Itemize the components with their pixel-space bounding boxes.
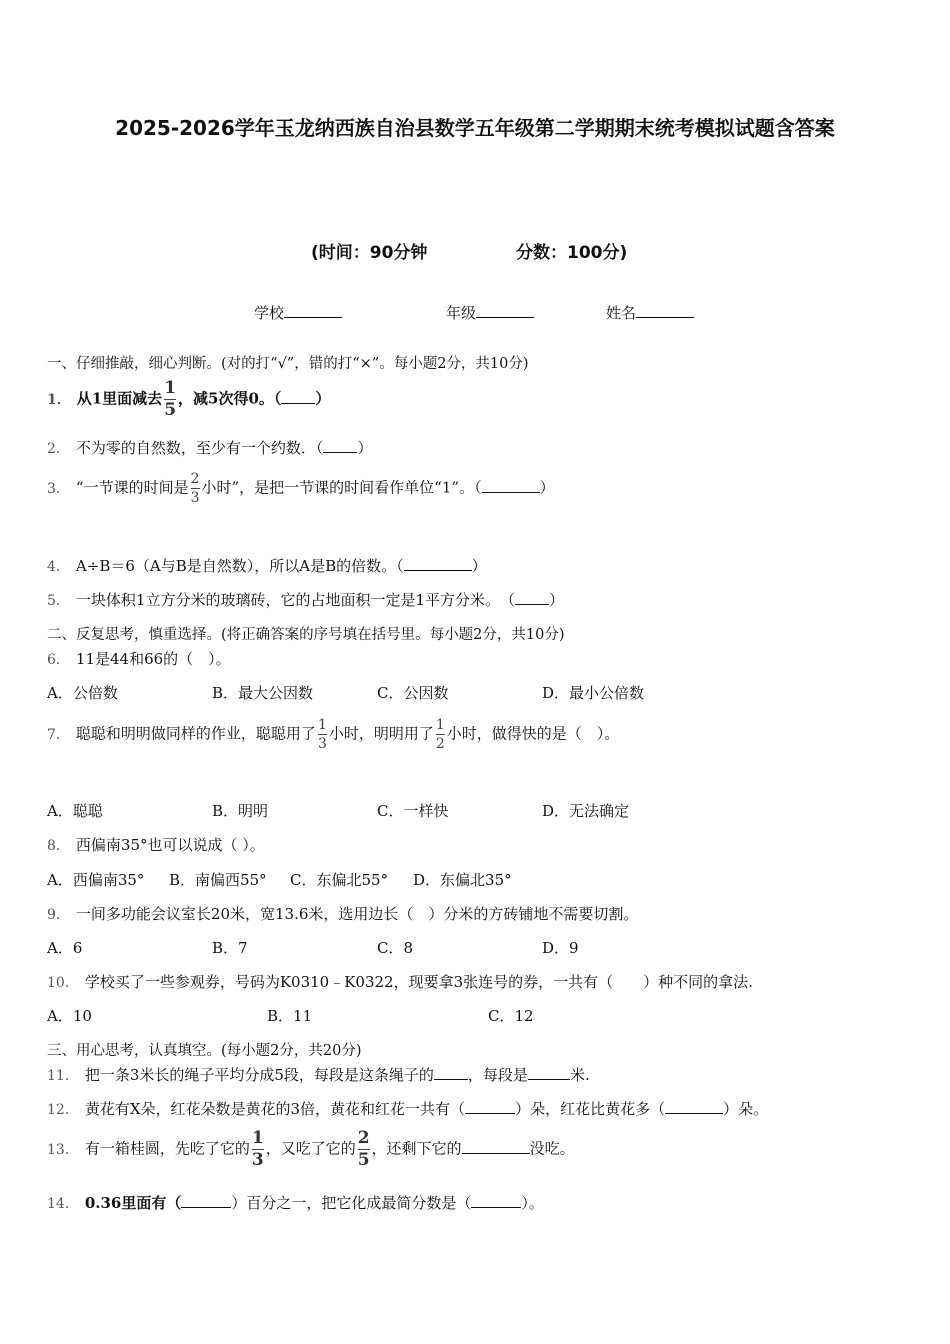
answer-blank — [404, 558, 472, 571]
answer-blank — [434, 1067, 468, 1080]
answer-blank — [482, 480, 540, 493]
question-14: 14． 0.36里面有（ ）百分之一，把它化成最简分数是（ ）。 — [47, 1194, 544, 1212]
option-c: C．公因数 — [377, 684, 449, 702]
option-b: B．最大公因数 — [212, 684, 314, 702]
question-4: 4． A÷B＝6（A与B是自然数），所以A是B的倍数。（ ） — [47, 557, 487, 575]
question-13: 13． 有一箱桂圆，先吃了它的 $\frac{1}{3}$ ，又吃了它的 $\frac{2}{5}$ ，还剩下它的 没吃。 — [47, 1128, 575, 1170]
answer-blank — [471, 1195, 521, 1208]
option-a: A．聪聪 — [47, 802, 103, 820]
option-d: D．最小公倍数 — [542, 684, 645, 702]
option-d: D．东偏北35° — [413, 871, 512, 889]
option-a: A．10 — [47, 1007, 92, 1025]
name-blank — [636, 305, 694, 318]
option-a: A．6 — [47, 939, 83, 957]
option-d: D．无法确定 — [542, 802, 630, 820]
grade-field: 年级 — [446, 302, 534, 323]
school-field: 学校 — [254, 302, 342, 323]
answer-blank — [181, 1195, 231, 1208]
fraction: $\frac{2}{5}$ — [357, 1128, 370, 1170]
question-9: 9． 一间多功能会议室长20米，宽13.6米，选用边长（ ）分米的方砖铺地不需要切割。 — [47, 905, 639, 923]
question-6: 6． 11是44和66的（ ）。 — [47, 650, 231, 668]
option-b: B．7 — [212, 939, 248, 957]
fraction: $\frac{1}{2}$ — [435, 717, 445, 752]
fraction: $\frac{2}{3}$ — [190, 471, 200, 506]
option-c: C．12 — [488, 1007, 534, 1025]
option-b: B．南偏西55° — [169, 871, 267, 889]
answer-blank — [515, 592, 549, 605]
answer-blank — [665, 1101, 723, 1114]
option-c: C．一样快 — [377, 802, 449, 820]
option-a: A．西偏南35° — [47, 871, 145, 889]
question-11: 11． 把一条3米长的绳子平均分成5段，每段是这条绳子的 ，每段是 米. — [47, 1066, 590, 1084]
question-7: 7． 聪聪和明明做同样的作业，聪聪用了 $\frac{1}{3}$ 小时，明明用了 $\frac{1}{2}$ 小时，做得快的是（ ）。 — [47, 717, 620, 752]
school-blank — [284, 305, 342, 318]
question-10: 10． 学校买了一些参观券，号码为K0310﹣K0322，现要拿3张连号的券，一共有（ ）种不同的拿法. — [47, 973, 753, 991]
answer-blank — [465, 1101, 515, 1114]
question-3: 3． “一节课的时间是 $\frac{2}{3}$ 小时”，是把一节课的时间看作单位“1”。（ ） — [47, 471, 555, 506]
section-1-heading: 一、仔细推敲，细心判断。(对的打“√”，错的打“×”。每小题2分，共10分) — [47, 356, 529, 372]
option-a: A．公倍数 — [47, 684, 118, 702]
option-d: D．9 — [542, 939, 579, 957]
name-field: 姓名 — [606, 302, 694, 323]
option-b: B．明明 — [212, 802, 269, 820]
grade-blank — [476, 305, 534, 318]
question-12: 12． 黄花有X朵，红花朵数是黄花的3倍，黄花和红花一共有（ ）朵，红花比黄花多（ ）朵。 — [47, 1100, 769, 1118]
answer-blank — [528, 1067, 570, 1080]
option-b: B．11 — [267, 1007, 313, 1025]
answer-blank — [323, 440, 357, 453]
question-5: 5． 一块体积1立方分米的玻璃砖，它的占地面积一定是1平方分米。 （ ） — [47, 591, 565, 609]
exam-time: (时间：90分钟 — [311, 243, 428, 263]
answer-blank — [462, 1141, 530, 1154]
answer-blank — [281, 391, 315, 404]
exam-score: 分数：100分) — [516, 243, 628, 263]
option-c: C．东偏北55° — [290, 871, 389, 889]
fraction: $\frac{1}{5}$ — [164, 378, 177, 420]
fraction: $\frac{1}{3}$ — [317, 717, 327, 752]
question-8: 8． 西偏南35°也可以说成（ ）。 — [47, 836, 265, 854]
page-title: 2025-2026学年玉龙纳西族自治县数学五年级第二学期期末统考模拟试题含答案 — [115, 116, 835, 140]
question-2: 2． 不为零的自然数，至少有一个约数．（ ） — [47, 439, 373, 457]
section-3-heading: 三、用心思考，认真填空。(每小题2分，共20分) — [47, 1043, 362, 1059]
option-c: C．8 — [377, 939, 414, 957]
section-2-heading: 二、反复思考，慎重选择。(将正确答案的序号填在括号里。每小题2分，共10分) — [47, 627, 565, 643]
question-1: 1． 从1里面减去 $\frac{1}{5}$ ，减5次得0。（ ） — [47, 378, 331, 420]
fraction: $\frac{1}{3}$ — [251, 1128, 264, 1170]
